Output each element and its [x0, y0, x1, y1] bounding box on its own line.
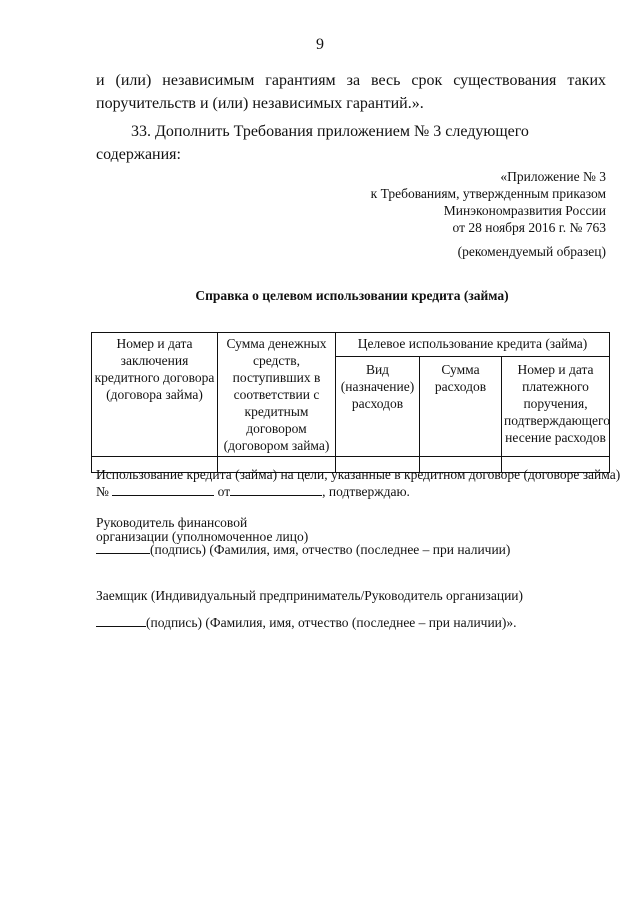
number-blank: [112, 483, 214, 496]
signature-caption: (подпись) (Фамилия, имя, отчество (последнее – при наличии): [150, 542, 511, 557]
appendix-line: «Приложение № 3: [500, 169, 606, 184]
signature-blank: [96, 541, 150, 554]
signature-caption: (подпись) (Фамилия, имя, отчество (последнее – при наличии)».: [146, 615, 517, 630]
paragraph-33: 33. Дополнить Требования приложением № 3 следующего содержания:: [96, 123, 529, 163]
header-target-usage: Целевое использование кредита (займа): [336, 333, 610, 357]
header-expense-type: Вид (назначение) расходов: [336, 356, 420, 456]
appendix-header: [371, 168, 606, 236]
confirmation-line: Использование кредита (займа) на цели, указанные в кредитном договоре (договоре займа): [96, 467, 621, 482]
confirmation-number-line: [96, 483, 410, 500]
credit-usage-table: [91, 332, 610, 473]
header-expense-amount: Сумма расходов: [420, 356, 502, 456]
header-payment-order: Номер и дата платежного поручения, подтверждающего несение расходов: [502, 356, 610, 456]
appendix-line: к Требованиям, утвержденным приказом: [370, 186, 606, 201]
date-blank: [230, 483, 322, 496]
page-number: 9: [316, 36, 324, 53]
head-title-line1: Руководитель финансовой: [96, 515, 248, 530]
borrower-signature-line: [96, 614, 517, 631]
paragraph-continuation-end: поручительств и (или) независимых гарантий.».: [96, 95, 424, 112]
header-contract-number-date: Номер и дата заключения кредитного договора (договора займа): [92, 333, 218, 457]
recommended-sample-note: (рекомендуемый образец): [457, 244, 606, 259]
paragraph-continuation: и (или) независимым гарантиям за весь срок существования таких: [96, 72, 606, 89]
header-received-amount: Сумма денежных средств, поступивших в соответствии с кредитным договором (договором займа): [218, 333, 336, 457]
borrower-title: Заемщик (Индивидуальный предприниматель/Руководитель организации): [96, 588, 524, 603]
appendix-line: от 28 ноября 2016 г. № 763: [452, 220, 606, 235]
appendix-line: Минэкономразвития России: [443, 203, 606, 218]
head-signature-line: [96, 541, 510, 558]
form-title: Справка о целевом использовании кредита (займа): [195, 288, 509, 303]
signature-blank: [96, 614, 146, 627]
head-title-line2: организации (уполномоченное лицо): [96, 529, 309, 544]
confirm-end: , подтверждаю.: [322, 484, 410, 499]
number-sign: №: [96, 484, 109, 499]
from-label: от: [217, 484, 231, 499]
